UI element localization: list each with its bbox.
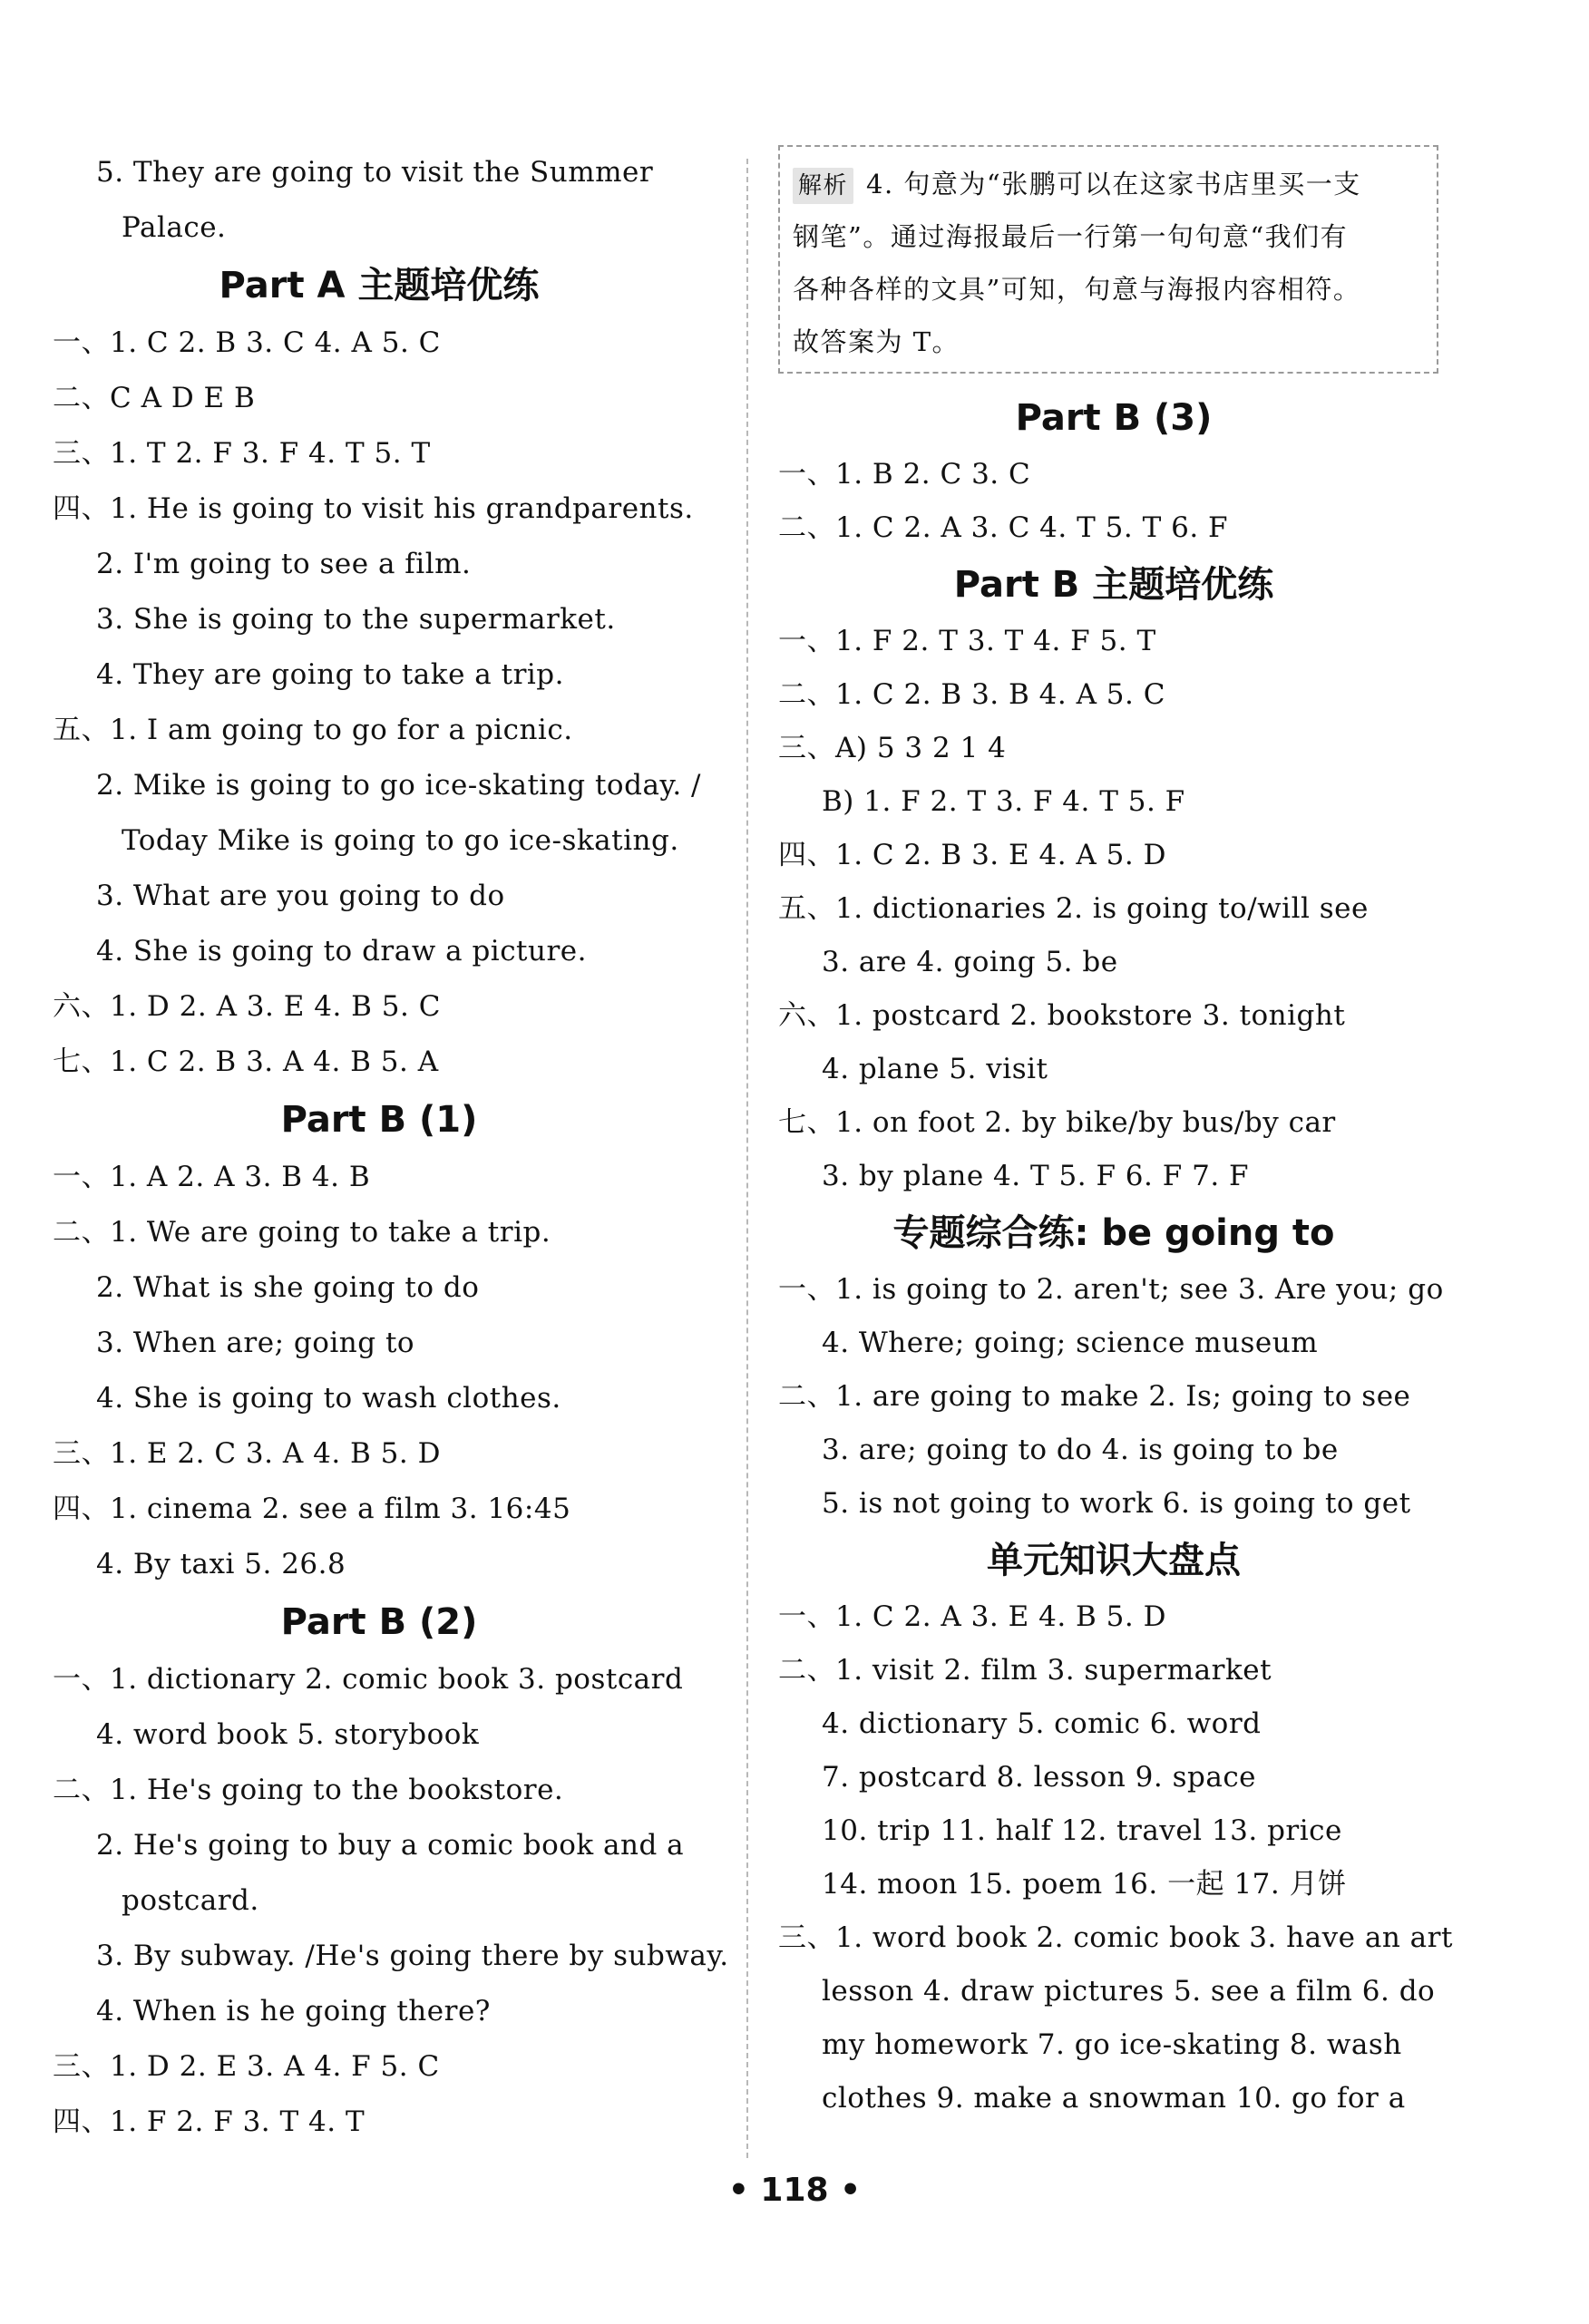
answer-line: 4. They are going to take a trip. <box>96 658 564 691</box>
explanation-text: 4. 句意为“张鹏可以在这家书店里买一支 <box>866 169 1361 199</box>
explanation-text: 钢笔”。通过海报最后一行第一句句意“我们有 <box>793 221 1349 252</box>
section-heading-special-topic: 专题综合练: be going to <box>892 1212 1335 1254</box>
answer-line: 七、1. C 2. B 3. A 4. B 5. A <box>53 1045 439 1078</box>
section-heading-unit-review: 单元知识大盘点 <box>987 1540 1241 1581</box>
answer-line: 一、1. B 2. C 3. C <box>778 458 1031 491</box>
answer-line: 二、1. We are going to take a trip. <box>53 1216 551 1249</box>
page-number: • 118 • <box>727 2172 862 2209</box>
explanation-tag: 解析 <box>793 168 853 204</box>
answer-line: 四、1. cinema 2. see a film 3. 16:45 <box>53 1493 571 1525</box>
explanation-text: 各种各样的文具”可知，句意与海报内容相符。 <box>793 274 1361 305</box>
answer-line: 2. Mike is going to go ice-skating today. / <box>96 769 701 802</box>
answer-line: 4. She is going to wash clothes. <box>96 1382 561 1415</box>
answer-line: clothes 9. make a snowman 10. go for a <box>822 2082 1406 2115</box>
answer-line: 4. word book 5. storybook <box>96 1718 480 1751</box>
answer-line: 4. plane 5. visit <box>822 1053 1048 1085</box>
section-heading-part-b2: Part B (2) <box>280 1601 478 1643</box>
section-heading-part-b1: Part B (1) <box>280 1099 478 1141</box>
answer-line: 3. by plane 4. T 5. F 6. F 7. F <box>822 1160 1250 1192</box>
answer-line: 四、1. C 2. B 3. E 4. A 5. D <box>778 839 1166 871</box>
answer-line: 五、1. dictionaries 2. is going to/will see <box>778 892 1369 925</box>
answer-line: 七、1. on foot 2. by bike/by bus/by car <box>778 1106 1336 1139</box>
answer-line: 10. trip 11. half 12. travel 13. price <box>822 1814 1342 1847</box>
answer-line: my homework 7. go ice-skating 8. wash <box>822 2028 1402 2061</box>
answer-line: 一、1. A 2. A 3. B 4. B <box>53 1161 371 1193</box>
answer-line: 四、1. F 2. F 3. T 4. T <box>53 2105 366 2138</box>
answer-line: 2. I'm going to see a film. <box>96 548 472 580</box>
answer-line: 三、1. word book 2. comic book 3. have an art <box>778 1921 1453 1954</box>
answer-line: 三、1. E 2. C 3. A 4. B 5. D <box>53 1437 441 1470</box>
answer-line: postcard. <box>122 1884 259 1917</box>
answer-line: 5. is not going to work 6. is going to get <box>822 1487 1411 1520</box>
answer-line: 六、1. D 2. A 3. E 4. B 5. C <box>53 990 441 1023</box>
answer-line: 3. What are you going to do <box>96 880 505 912</box>
answer-line: 3. By subway. /He's going there by subway. <box>96 1940 729 1972</box>
answer-line: 五、1. I am going to go for a picnic. <box>53 714 573 746</box>
explanation-note-box <box>778 145 1438 374</box>
answer-line: 一、1. F 2. T 3. T 4. F 5. T <box>778 625 1156 657</box>
answer-line: 3. She is going to the supermarket. <box>96 603 616 636</box>
answer-line: 2. He's going to buy a comic book and a <box>96 1829 685 1862</box>
answer-line: 一、1. C 2. B 3. C 4. A 5. C <box>53 326 441 359</box>
section-heading-part-b3: Part B (3) <box>1015 397 1213 439</box>
section-heading-part-b-theme: Part B 主题培优练 <box>953 564 1274 606</box>
answer-line: 4. Where; going; science museum <box>822 1327 1319 1359</box>
answer-line: Palace. <box>122 211 227 244</box>
answer-line: 4. When is he going there? <box>96 1995 491 2027</box>
answer-line: 一、1. dictionary 2. comic book 3. postcard <box>53 1663 684 1696</box>
explanation-text: 故答案为 T。 <box>793 326 960 357</box>
answer-line: B) 1. F 2. T 3. F 4. T 5. F <box>822 785 1185 818</box>
answer-line: lesson 4. draw pictures 5. see a film 6. do <box>822 1975 1436 2008</box>
answer-line: 三、1. T 2. F 3. F 4. T 5. T <box>53 437 431 470</box>
answer-line: 三、A) 5 3 2 1 4 <box>778 732 1007 764</box>
answer-line: 7. postcard 8. lesson 9. space <box>822 1761 1257 1794</box>
answer-line: 二、1. He's going to the bookstore. <box>53 1774 564 1806</box>
answer-line: 二、C A D E B <box>53 382 256 414</box>
left-column <box>53 145 729 2150</box>
answer-line: 二、1. C 2. A 3. C 4. T 5. T 6. F <box>778 511 1229 544</box>
answer-line: 六、1. postcard 2. bookstore 3. tonight <box>778 999 1346 1032</box>
answer-line: 四、1. He is going to visit his grandparents. <box>53 492 694 525</box>
answer-line: 二、1. visit 2. film 3. supermarket <box>778 1654 1272 1687</box>
answer-line: 5. They are going to visit the Summer <box>96 156 654 189</box>
answer-line: 4. By taxi 5. 26.8 <box>96 1548 346 1580</box>
answer-line: 二、1. C 2. B 3. B 4. A 5. C <box>778 678 1165 711</box>
answer-line: 4. She is going to draw a picture. <box>96 935 588 968</box>
answer-line: 一、1. C 2. A 3. E 4. B 5. D <box>778 1600 1166 1633</box>
right-column <box>778 145 1453 2125</box>
column-divider <box>746 159 748 2158</box>
answer-line: 14. moon 15. poem 16. 一起 17. 月饼 <box>822 1868 1347 1901</box>
answer-line: 3. When are; going to <box>96 1327 415 1359</box>
answer-line: 一、1. is going to 2. aren't; see 3. Are you; go <box>778 1273 1444 1306</box>
answer-line: 2. What is she going to do <box>96 1271 480 1304</box>
section-heading-part-a-theme: Part A 主题培优练 <box>219 265 540 306</box>
answer-line: 3. are; going to do 4. is going to be <box>822 1434 1339 1466</box>
answer-line: 4. dictionary 5. comic 6. word <box>822 1707 1262 1740</box>
answer-line: 3. are 4. going 5. be <box>822 946 1118 978</box>
answer-line: 二、1. are going to make 2. Is; going to see <box>778 1380 1411 1413</box>
answer-line: Today Mike is going to go ice-skating. <box>122 824 679 857</box>
answer-line: 三、1. D 2. E 3. A 4. F 5. C <box>53 2050 440 2083</box>
